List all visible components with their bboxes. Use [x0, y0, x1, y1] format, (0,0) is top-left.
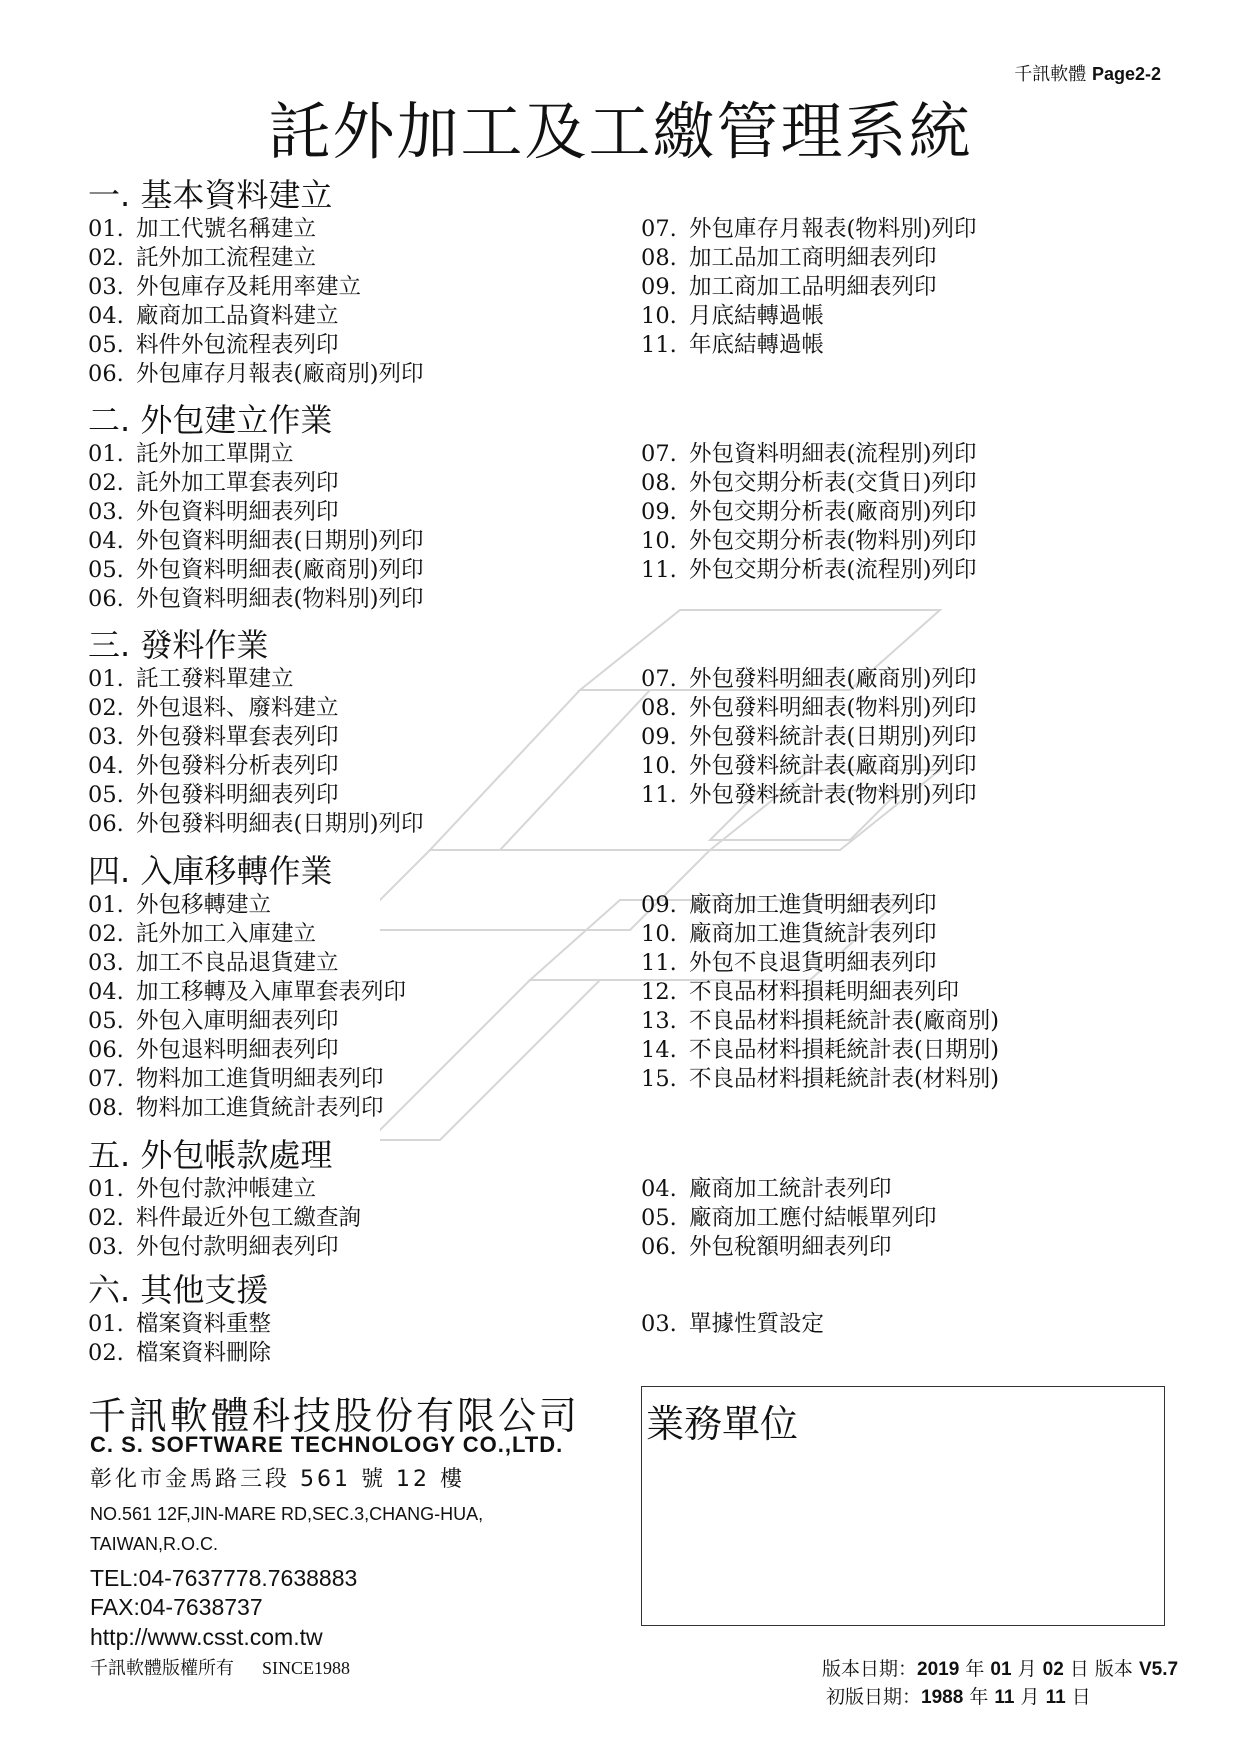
menu-item — [641, 694, 977, 723]
menu-item-label: 物料加工進貨明細表列印 — [136, 1066, 384, 1092]
menu-item — [641, 978, 959, 1007]
menu-item-number: 07. — [641, 441, 677, 467]
menu-item — [88, 440, 294, 469]
menu-item-number: 07. — [641, 216, 677, 242]
menu-item-label: 外包資料明細表(物料別)列印 — [136, 586, 424, 612]
menu-item — [641, 440, 977, 469]
section-heading: 一. 基本資料建立 — [88, 176, 333, 214]
menu-item-number: 12. — [641, 979, 677, 1005]
section-heading: 六. 其他支援 — [88, 1271, 269, 1309]
page-label-prefix: 千訊軟體 — [1014, 64, 1087, 85]
first-month: 11 — [994, 1687, 1015, 1708]
menu-item-number: 07. — [641, 666, 677, 692]
version-date — [822, 1654, 1178, 1681]
menu-item-label: 外包付款明細表列印 — [136, 1234, 339, 1260]
menu-item — [641, 331, 824, 360]
menu-item-number: 11. — [641, 782, 677, 808]
menu-item-number: 06. — [88, 811, 124, 837]
version-number: V5.7 — [1138, 1659, 1179, 1680]
menu-item-label: 外包交期分析表(交貨日)列印 — [689, 470, 977, 496]
menu-item-number: 10. — [641, 303, 677, 329]
menu-item-label: 外包資料明細表(日期別)列印 — [136, 528, 424, 554]
menu-item-label: 加工商加工品明細表列印 — [689, 274, 937, 300]
menu-item-number: 05. — [641, 1205, 677, 1231]
menu-item-label: 外包退料明細表列印 — [136, 1037, 339, 1063]
menu-item — [88, 665, 294, 694]
menu-item — [88, 215, 316, 244]
menu-item-label: 不良品材料損耗明細表列印 — [689, 979, 960, 1005]
menu-item — [88, 1233, 339, 1262]
menu-item — [88, 1339, 271, 1368]
menu-item-label: 外包發料分析表列印 — [136, 753, 339, 779]
first-day: 11 — [1045, 1687, 1066, 1708]
menu-item — [88, 1204, 361, 1233]
first-edition-date — [826, 1682, 1091, 1709]
menu-item — [88, 752, 339, 781]
menu-item-number: 09. — [641, 724, 677, 750]
menu-item-number: 01. — [88, 216, 124, 242]
menu-item — [88, 1094, 384, 1123]
menu-item-label: 物料加工進貨統計表列印 — [136, 1095, 384, 1121]
website-link[interactable]: http://www.csst.com.tw — [90, 1624, 323, 1650]
year-unit: 年 — [965, 1658, 985, 1680]
since-year: SINCE1988 — [262, 1658, 351, 1678]
first-date-prefix: 初版日期： — [826, 1686, 922, 1708]
menu-item-label: 外包移轉建立 — [136, 892, 272, 918]
menu-item-number: 01. — [88, 441, 124, 467]
menu-item — [641, 273, 937, 302]
fax-number: FAX:04-7638737 — [90, 1594, 263, 1620]
menu-item — [641, 469, 977, 498]
menu-item — [88, 920, 316, 949]
menu-item — [641, 215, 977, 244]
menu-item — [88, 1036, 339, 1065]
menu-item — [641, 1036, 999, 1065]
menu-item-number: 02. — [88, 470, 124, 496]
menu-item-label: 檔案資料刪除 — [136, 1340, 272, 1366]
menu-item-label: 外包發料明細表(日期別)列印 — [136, 811, 424, 837]
section-heading: 二. 外包建立作業 — [88, 401, 333, 439]
menu-item — [88, 331, 339, 360]
menu-item — [88, 360, 424, 389]
section-heading: 三. 發料作業 — [88, 626, 269, 664]
menu-item-label: 外包資料明細表(流程別)列印 — [689, 441, 977, 467]
menu-item-number: 10. — [641, 753, 677, 779]
menu-item — [88, 302, 339, 331]
menu-item-number: 08. — [641, 470, 677, 496]
menu-item-label: 外包資料明細表(廠商別)列印 — [136, 557, 424, 583]
copyright-notice — [90, 1654, 350, 1680]
menu-item — [641, 1065, 999, 1094]
menu-item-label: 外包退料、廢料建立 — [136, 695, 339, 721]
menu-item-number: 01. — [88, 1176, 124, 1202]
menu-item-label: 託外加工入庫建立 — [136, 921, 317, 947]
menu-item-label: 外包庫存月報表(廠商別)列印 — [136, 361, 424, 387]
menu-item — [641, 244, 937, 273]
menu-item-label: 託外加工單套表列印 — [136, 470, 339, 496]
telephone: TEL:04-7637778.7638883 — [90, 1565, 358, 1591]
menu-item-number: 07. — [88, 1066, 124, 1092]
menu-item-label: 外包發料統計表(廠商別)列印 — [689, 753, 977, 779]
menu-item-number: 11. — [641, 950, 677, 976]
menu-item-number: 05. — [88, 332, 124, 358]
menu-item — [88, 244, 316, 273]
menu-item — [88, 1175, 316, 1204]
menu-item-label: 外包付款沖帳建立 — [136, 1176, 317, 1202]
menu-item — [641, 527, 977, 556]
business-unit-box — [641, 1386, 1165, 1626]
menu-item-number: 02. — [88, 695, 124, 721]
menu-item — [88, 498, 339, 527]
section-heading: 四. 入庫移轉作業 — [88, 852, 333, 890]
menu-item-number: 05. — [88, 557, 124, 583]
menu-item — [641, 665, 977, 694]
menu-item-label: 外包發料明細表列印 — [136, 782, 339, 808]
menu-item-number: 08. — [641, 695, 677, 721]
menu-item — [88, 949, 339, 978]
menu-item-label: 廠商加工應付結帳單列印 — [689, 1205, 937, 1231]
menu-item-number: 08. — [641, 245, 677, 271]
version-year: 2019 — [917, 1659, 960, 1680]
menu-item-number: 13. — [641, 1008, 677, 1034]
version-label: 版本 — [1094, 1658, 1133, 1680]
menu-item-label: 託工發料單建立 — [136, 666, 294, 692]
menu-item-number: 04. — [88, 528, 124, 554]
menu-item-number: 05. — [88, 1008, 124, 1034]
menu-item-label: 外包不良退貨明細表列印 — [689, 950, 937, 976]
document-title: 託外加工及工繳管理系統 — [268, 95, 973, 168]
version-month: 01 — [990, 1659, 1012, 1680]
menu-item — [641, 556, 977, 585]
menu-item-label: 外包發料明細表(廠商別)列印 — [689, 666, 977, 692]
menu-item — [88, 781, 339, 810]
month-unit: 月 — [1020, 1686, 1040, 1708]
month-unit: 月 — [1017, 1658, 1037, 1680]
menu-item — [641, 949, 937, 978]
menu-item-number: 01. — [88, 1311, 124, 1337]
menu-item — [641, 723, 977, 752]
menu-item-label: 外包庫存及耗用率建立 — [136, 274, 362, 300]
business-unit-label: 業務單位 — [646, 1402, 799, 1446]
menu-item-label: 加工移轉及入庫單套表列印 — [136, 979, 407, 1005]
menu-item — [88, 978, 406, 1007]
menu-item-label: 檔案資料重整 — [136, 1311, 272, 1337]
menu-item-number: 02. — [88, 921, 124, 947]
menu-item-label: 加工不良品退貨建立 — [136, 950, 339, 976]
menu-item-number: 02. — [88, 245, 124, 271]
menu-item — [88, 1065, 384, 1094]
day-unit: 日 — [1071, 1686, 1091, 1708]
menu-item-label: 不良品材料損耗統計表(廠商別) — [689, 1008, 1000, 1034]
menu-item-label: 外包入庫明細表列印 — [136, 1008, 339, 1034]
first-year: 1988 — [921, 1687, 964, 1708]
menu-item — [641, 1233, 892, 1262]
menu-item-label: 單據性質設定 — [689, 1311, 825, 1337]
menu-item-number: 03. — [641, 1311, 677, 1337]
menu-item-label: 不良品材料損耗統計表(材料別) — [689, 1066, 1000, 1092]
copyright-text: 千訊軟體版權所有 — [90, 1658, 234, 1679]
menu-item-number: 06. — [641, 1234, 677, 1260]
menu-item-label: 外包資料明細表列印 — [136, 499, 339, 525]
menu-item-label: 外包發料單套表列印 — [136, 724, 339, 750]
menu-item-label: 加工品加工商明細表列印 — [689, 245, 937, 271]
menu-item-number: 02. — [88, 1205, 124, 1231]
menu-item — [641, 752, 977, 781]
menu-item-number: 09. — [641, 274, 677, 300]
menu-item — [641, 920, 937, 949]
menu-item-number: 10. — [641, 528, 677, 554]
menu-item-number: 11. — [641, 557, 677, 583]
menu-item-number: 09. — [641, 892, 677, 918]
menu-item-label: 料件外包流程表列印 — [136, 332, 339, 358]
menu-item-label: 加工代號名稱建立 — [136, 216, 317, 242]
menu-item-number: 05. — [88, 782, 124, 808]
menu-item-number: 03. — [88, 724, 124, 750]
menu-item — [641, 1175, 892, 1204]
menu-item — [641, 498, 977, 527]
menu-item-number: 04. — [88, 753, 124, 779]
menu-item-number: 03. — [88, 499, 124, 525]
menu-item-label: 外包稅額明細表列印 — [689, 1234, 892, 1260]
menu-item — [88, 891, 271, 920]
menu-item — [641, 781, 977, 810]
section-heading: 五. 外包帳款處理 — [88, 1136, 333, 1174]
menu-item — [641, 1310, 824, 1339]
version-date-prefix: 版本日期： — [822, 1658, 918, 1680]
menu-item — [88, 810, 424, 839]
menu-item-number: 10. — [641, 921, 677, 947]
menu-item-label: 廠商加工品資料建立 — [136, 303, 339, 329]
menu-item-label: 外包交期分析表(廠商別)列印 — [689, 499, 977, 525]
menu-item-label: 廠商加工統計表列印 — [689, 1176, 892, 1202]
menu-item-label: 外包交期分析表(流程別)列印 — [689, 557, 977, 583]
menu-item-label: 託外加工流程建立 — [136, 245, 317, 271]
menu-item-label: 外包交期分析表(物料別)列印 — [689, 528, 977, 554]
menu-item — [88, 585, 424, 614]
version-day: 02 — [1042, 1659, 1064, 1680]
menu-item-number: 15. — [641, 1066, 677, 1092]
menu-item — [88, 469, 339, 498]
menu-item-number: 14. — [641, 1037, 677, 1063]
menu-item-label: 託外加工單開立 — [136, 441, 294, 467]
menu-item-label: 廠商加工進貨明細表列印 — [689, 892, 937, 918]
menu-item-number: 09. — [641, 499, 677, 525]
menu-item-label: 廠商加工進貨統計表列印 — [689, 921, 937, 947]
menu-item-label: 月底結轉過帳 — [689, 303, 825, 329]
day-unit: 日 — [1069, 1658, 1089, 1680]
menu-item — [641, 891, 937, 920]
menu-item-number: 03. — [88, 1234, 124, 1260]
menu-item-number: 01. — [88, 666, 124, 692]
menu-item-number: 04. — [88, 979, 124, 1005]
menu-item — [88, 723, 339, 752]
menu-item-number: 04. — [88, 303, 124, 329]
menu-item-label: 外包發料統計表(物料別)列印 — [689, 782, 977, 808]
address-en: NO.561 12F,JIN-MARE RD,SEC.3,CHANG-HUA, TAIWAN,R.O.C. — [90, 1504, 484, 1554]
menu-item-number: 01. — [88, 892, 124, 918]
menu-item — [88, 527, 424, 556]
menu-item-number: 02. — [88, 1340, 124, 1366]
page-number: Page2-2 — [1091, 64, 1161, 84]
company-name-en: C. S. SOFTWARE TECHNOLOGY CO.,LTD. — [90, 1432, 564, 1457]
menu-item-number: 04. — [641, 1176, 677, 1202]
menu-item-label: 外包庫存月報表(物料別)列印 — [689, 216, 977, 242]
menu-item — [641, 1007, 999, 1036]
menu-item — [88, 556, 424, 585]
menu-item-label: 料件最近外包工繳查詢 — [136, 1205, 362, 1231]
menu-item-number: 11. — [641, 332, 677, 358]
menu-item — [88, 1007, 339, 1036]
menu-item-number: 08. — [88, 1095, 124, 1121]
menu-item-number: 03. — [88, 274, 124, 300]
menu-item-label: 外包發料明細表(物料別)列印 — [689, 695, 977, 721]
year-unit: 年 — [969, 1686, 989, 1708]
menu-item-number: 03. — [88, 950, 124, 976]
menu-item — [88, 694, 339, 723]
menu-item — [641, 1204, 937, 1233]
menu-item-label: 不良品材料損耗統計表(日期別) — [689, 1037, 1000, 1063]
menu-item-number: 06. — [88, 361, 124, 387]
menu-item — [88, 1310, 271, 1339]
menu-item-number: 06. — [88, 1037, 124, 1063]
address-zh: 彰化市金馬路三段 561 號 12 樓 — [90, 1467, 465, 1492]
menu-item-number: 06. — [88, 586, 124, 612]
company-name-zh: 千訊軟體科技股份有限公司 — [88, 1394, 581, 1438]
menu-item-label: 外包發料統計表(日期別)列印 — [689, 724, 977, 750]
menu-item-label: 年底結轉過帳 — [689, 332, 825, 358]
menu-item — [641, 302, 824, 331]
menu-item — [88, 273, 361, 302]
